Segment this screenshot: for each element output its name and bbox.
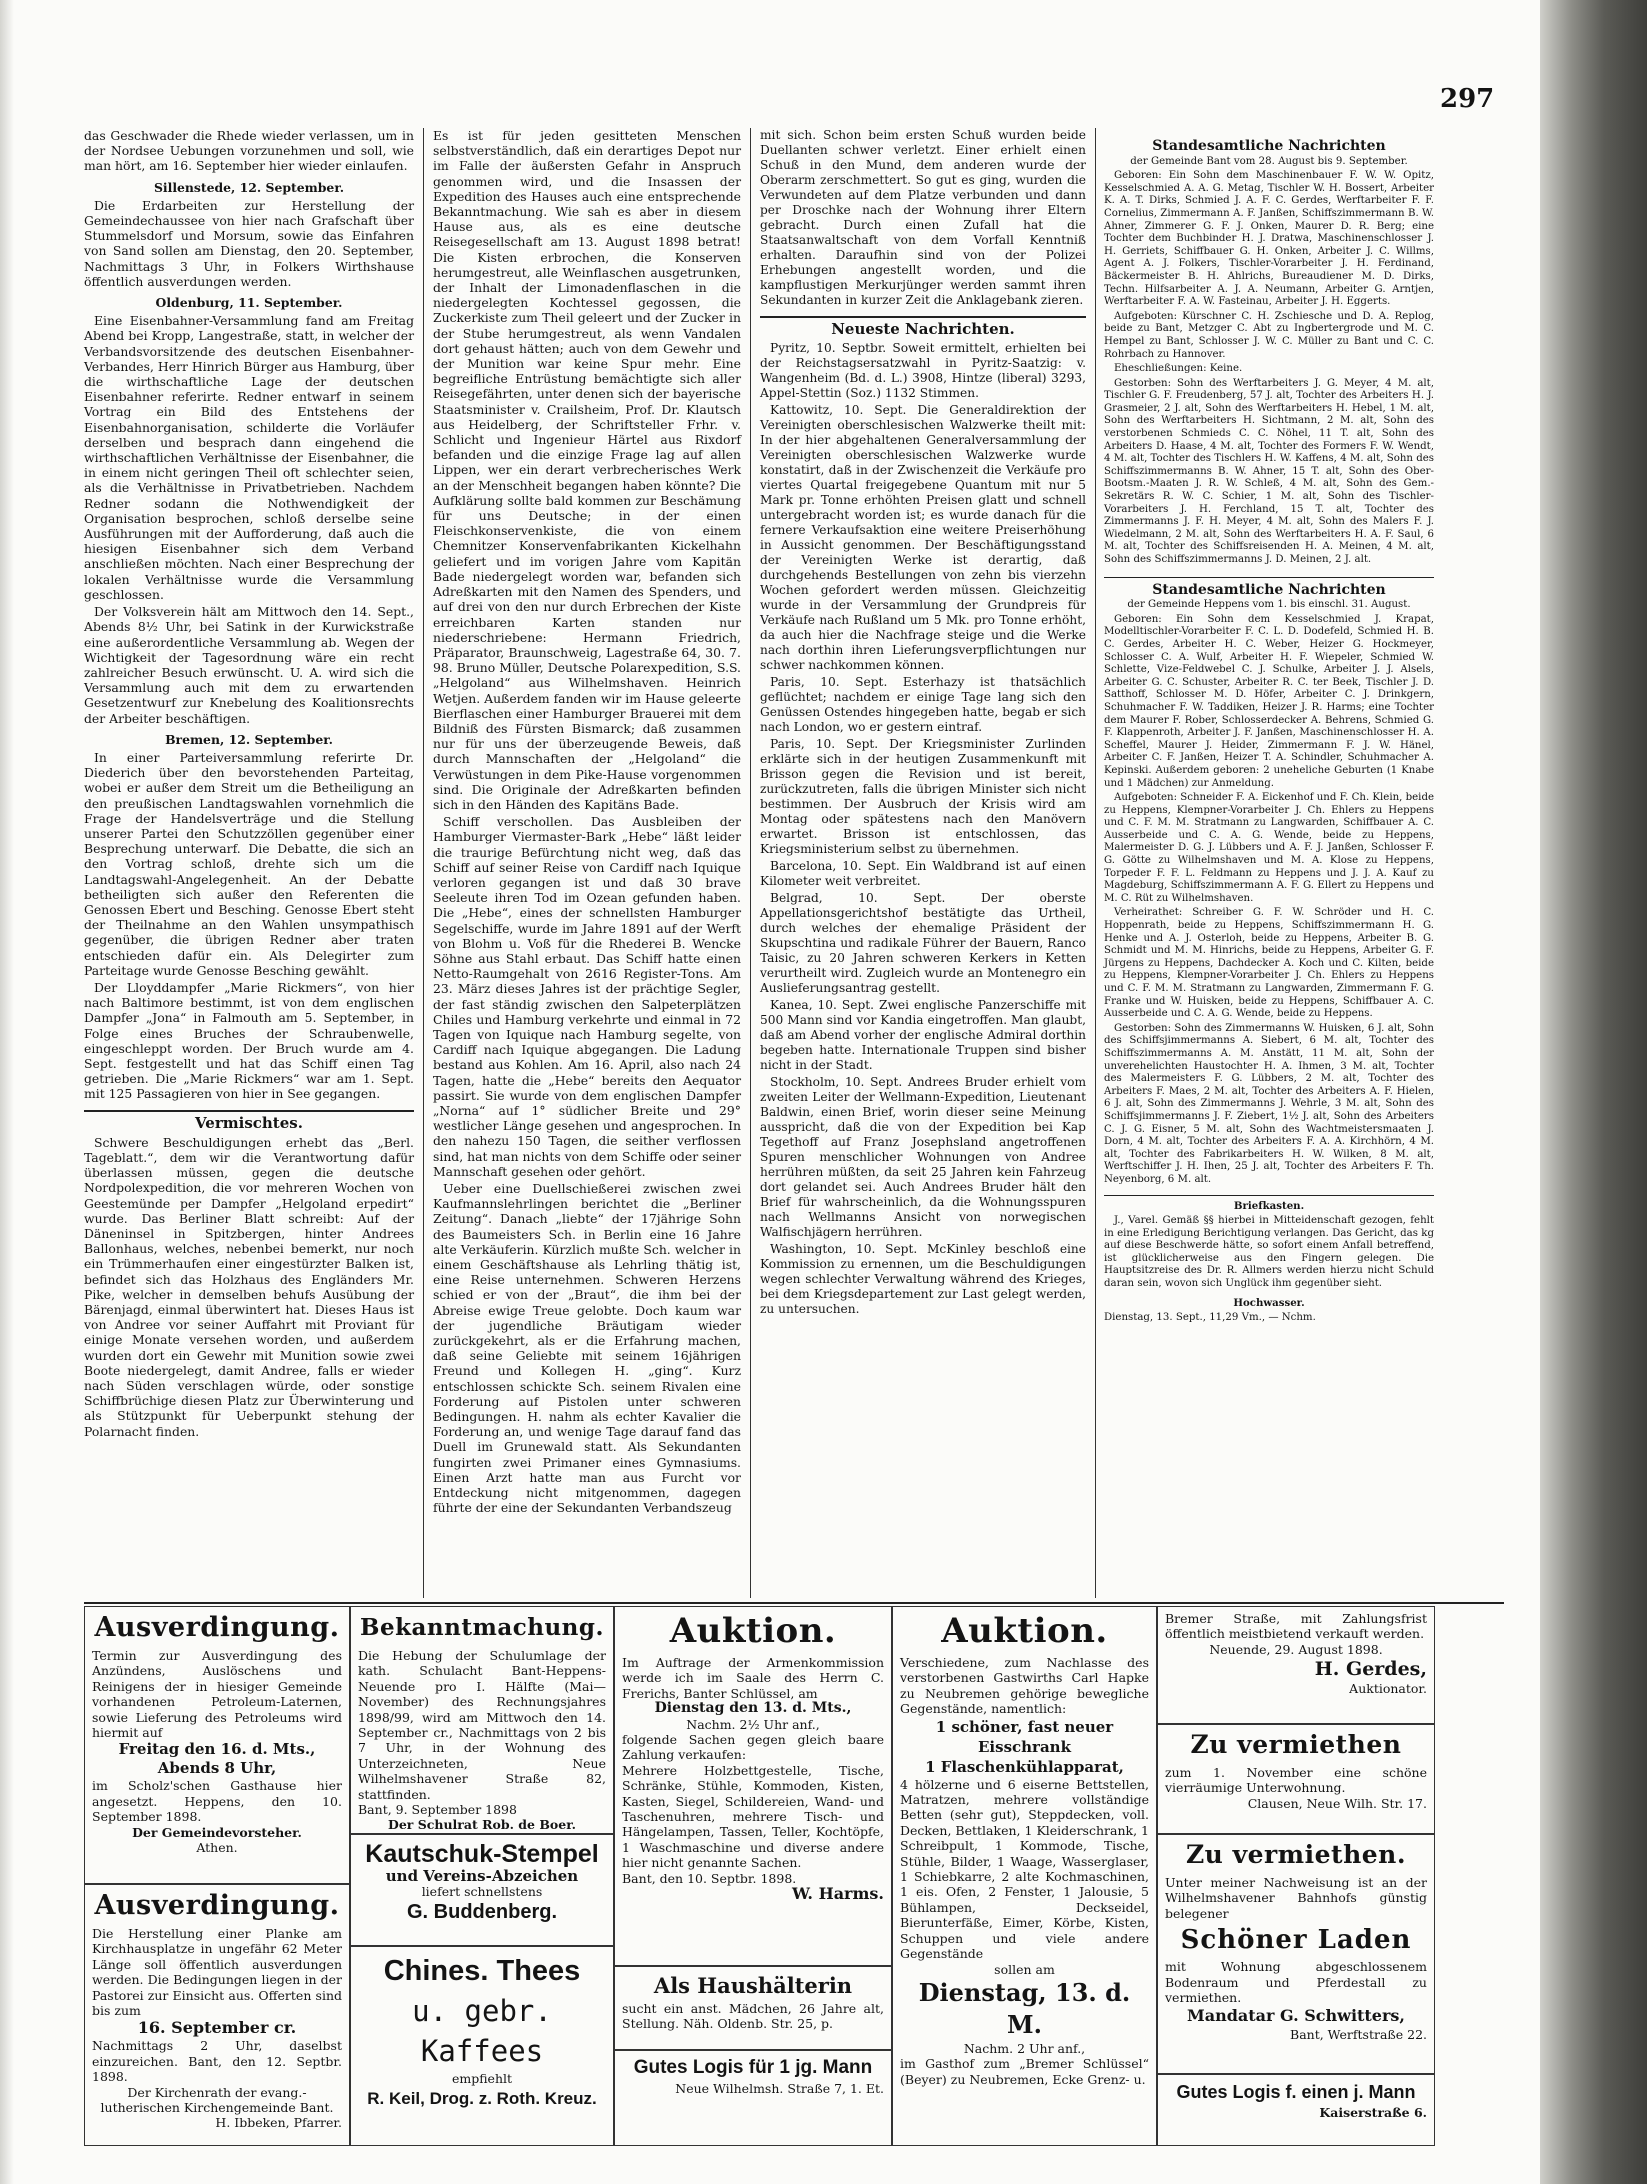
letterbox-text: J., Varel. Gemäß §§ hierbei in Mitteidenschaft gezogen, fehlt in eine Erledigung Berichtigung verlangen. Das Gericht, das kg auf diese Beschwerde hätte, so sofort einem Anfall betreffend, ist glücklicherweise aus den Fingern gelegen. Die Hauptsitzreise des Dr. R. Allmers werden hierzu nicht Schuld daran sein, wovon sich Unglück ihm gegenüber sieht.	[1104, 1215, 1434, 1290]
advert-time: Nachm. 2 Uhr anf.,	[963, 2040, 1086, 2056]
advert-subtitle: und Vereins-Abzeichen	[385, 1867, 579, 1885]
births: Geboren: Ein Sohn dem Kesselschmied J. Krapat, Modelltischler-Vorarbeiter F. C. L. D. Dodefeld, Schmied H. B. C. Gerdes, Arbeiter H. C. Weber, Heizer G. Hockmeyer, Schlosser C. A. Wulf, Arbeiter H. F. Wiepeler, Schmied W. Schlette, Vize-Feldwebel C. J. Schulke, Arbeiter J. J. Alsels, Arbeiter G. C. Schuster, Arbeiter R. C. ter Beek, Tischler J. D. Satthoff, Schlosser M. D. Höfer, Arbeiter C. J. Drinkgern, Schuhmacher F. W. Taddiken, Heizer J. R. Harms; eine Tochter dem Maurer F. Rober, Schlosserdecker A. Behrens, Schmied G. F. Klappenroth, Arbeiter J. F. Janßen, Maschinenschlosser H. A. Scheffel, Maurer J. Heider, Zimmermann F. J. W. Hänel, Arbeiter C. F. Janßen, Heizer T. A. Schindler, Schuhmacher A. Kepinski. Außerdem geboren: 2 uneheliche Geburten (1 Knabe und 1 Mädchen) zur Anmeldung.	[1104, 613, 1434, 789]
advert-signature: Der Gemeindevorsteher.	[132, 1824, 302, 1840]
advert-date: Bant, 9. September 1898	[358, 1802, 517, 1818]
advert-signature: Der Kirchenrath der evang.-lutherischen Kirchengemeinde Bant.	[100, 2084, 334, 2116]
advert-name: W. Harms.	[791, 1884, 884, 1904]
advert-name: R. Keil, Drog. z. Roth. Kreuz.	[367, 2089, 597, 2109]
advert-date: 16. September cr.	[137, 2018, 297, 2038]
advert-text: Kaiserstraße 6.	[1319, 2105, 1427, 2120]
advert-auktion-1	[614, 1606, 892, 1966]
advert-highlight: Schöner Laden	[1180, 1925, 1412, 1956]
article-text: Washington, 10. Sept. McKinley beschloß eine Kommission zu ernennen, um die Beschuldigungen wegen schlechter Verwaltung während des Krieges, bei dem Kriegsdepartement zur Last gelegt werden, zu untersuchen.	[760, 1242, 1086, 1316]
section-heading: Vermischtes.	[84, 1110, 414, 1131]
advert-date: Freitag den 16. d. Mts., Abends 8 Uhr,	[118, 1740, 316, 1778]
advert-text: folgende Sachen gegen gleich baare Zahlung verkaufen:	[622, 1732, 884, 1763]
article-text: Stockholm, 10. Sept. Andrees Bruder erhielt vom zweiten Leiter der Wellmann-Expedition, Lieutenant Baldwin, einen Brief, worin dieser seine Meinung ausspricht, daß die von der Expedition bei Kap Tegethoff auf Franz Josephsland angetroffenen Spuren menschlicher Wohnungen von Andree herrühren müßten, da seit 25 Jahren kein Fahrzeug dort gelandet sei. Auch Andrees Bruder hält den Brief für wahrscheinlich, da die Wohnungsspuren nach Wellmanns Ansicht von norwegischen Walfischjägern herrühren.	[760, 1075, 1086, 1239]
advert-text: Die Herstellung einer Planke am Kirchhausplatze in ungefähr 62 Meter Länge soll öffentlich ausverdungen werden. Die Bedingungen liegen in der Pastorei zur Einsicht aus. Offerten sind bis zum	[92, 1926, 342, 2019]
advert-ausverdingung-1	[84, 1606, 350, 1884]
article-text: Ueber eine Duellschießerei zwischen zwei Kaufmannslehrlingen berichtet die „Berliner Zeitung“. Danach „liebte“ der 17jährige Sohn des Baumeisters Sch. in Berlin eine 16 Jahre alte Verkäuferin. Kürzlich mußte Sch. welcher in einem Geschäftshause als Lehrling thätig ist, eine Reise unternehmen. Schweren Herzens schied er von der „Braut“, die ihm bei der Abreise ewige Treue gelobte. Doch kaum war der jugendliche Bräutigam wieder zurückgekehrt, als er die Erfahrung machen, daß seine Geliebte mit seinem 16jährigen Freund und Kollegen H. „ging“. Kurz entschlossen schickte Sch. seinem Rivalen eine Forderung auf Pistolen unter schweren Bedingungen. H. nahm als echter Kavalier die Forderung an, und wenige Tage darauf fand das Duell im Grunewald statt. Als Sekundanten fungirten zwei Primaner eines Gymnasiums. Einen Arzt hatte man aus Furcht vor Entdeckung nicht mitgenommen, dagegen führte der eine der Sekundanten Verbandszeug	[433, 1181, 741, 1516]
article-text: Kattowitz, 10. Sept. Die Generaldirektion der Vereinigten oberschlesischen Walzwerke theilt mit: In der hier abgehaltenen Generalversammlung der Vereinigten oberschlesischen Walzwerke wurde konstatirt, daß in der Zwischenzeit die Verkäufe pro viertes Quartal freigegebene Quantum mit nur 5 Mark pr. Tonne erhöhten Preisen glatt und schnell untergebracht worden ist; es wurde danach für die fernere Verkaufsaktion eine weitere Preiserhöhung in Aussicht genommen. Der Beschäftigungsstand der Vereinigten Werke ist derartig, daß durchgehends Bestellungen von zehn bis vierzehn Wochen gefordert werden müssen. Gleichzeitig wurde in der Versammlung der Grundpreis für Verkäufe nach Rußland um 5 Mk. pro Tonne erhöht, da auch hier die Nachfrage steige und die Werke nach dorthin ihren Lieferungsverpflichtungen nur schwer nachkommen können.	[760, 403, 1086, 672]
advert-text: Bremer Straße, mit Zahlungsfrist öffentlich meistbietend verkauft werden.	[1165, 1611, 1427, 1642]
column-3	[760, 128, 1086, 1319]
article-text: Paris, 10. Sept. Esterhazy ist thatsächlich geflüchtet; nachdem er einige Tage lang sich den Genüssen Ostendes hingegeben hatte, begab er sich nach London, wo er gestern eintraf.	[760, 675, 1086, 734]
advert-text: sucht ein anst. Mädchen, 26 Jahre alt, Stellung. Näh. Oldenb. Str. 25, p.	[622, 2001, 884, 2032]
advert-place: Bant, Werftstraße 22.	[1290, 2027, 1427, 2043]
banns: Aufgeboten: Schneider F. A. Eickenhof und F. Ch. Klein, beide zu Heppens, Klempner-Vorarbeiter J. Ch. Ehlers zu Heppens und C. F. M. M. Stratmann zu Langwarden, Schiffbauer A. C. Ausserbeide und C. A. G. Wende, beide zu Heppens, Malermeister D. G. J. Lübbers und A. F. J. Janßen, Schlosser F. G. Götte zu Wilhelmshaven und M. A. Klose zu Heppens, Torpeder F. F. L. Feldmann zu Heppens und J. J. A. Kauf zu Magdeburg, Schiffszimmermann A. F. G. Ellert zu Heppens und M. C. Rüt zu Wilhelmshaven.	[1104, 792, 1434, 904]
advert-name: Athen.	[196, 1840, 238, 1856]
column-rule	[423, 128, 424, 1598]
advert-logis-2	[1157, 2074, 1435, 2146]
advert-items: Mehrere Holzbettgestelle, Tische, Schränke, Stühle, Kommoden, Kisten, Kasten, Siegel, Schildereien, Wand- und Taschenuhren, mehrere Tisch- und Hängelampen, Tassen, Teller, Kochtöpfe, 1 Waschmaschine und diverse andere hier nicht genannte Sachen.	[622, 1762, 884, 1871]
article-text: Eine Eisenbahner-Versammlung fand am Freitag Abend bei Kropp, Langestraße, statt, in welcher der Verbandsvorsitzende des deutschen Eisenbahner-Verbandes, Herr Hinrich Bürger aus Hamburg, über die wirthschaftliche Lage der deutschen Eisenbahner referirte. Redner entwarf in seinem Vortrag ein Bild des Entstehens der Eisenbahnorganisation, schilderte die Vorläufer derselben und besprach dann eingehend die wirthschaftlichen Verhältnisse der Eisenbahner, die in einem nicht geringen Theil oft schlechter seien, als die Verhältnisse in Privatbetrieben. Nachdem Redner sodann die Nothwendigkeit der Organisation besprochen, schloß derselbe seine Ausführungen mit der Aufforderung, daß auch die hiesigen Eisenbahner sich dem Verband anschließen möchten. Nach einer Besprechung der lokalen Verhältnisse wurde die Versammlung geschlossen.	[84, 313, 414, 602]
advert-name: G. Buddenberg.	[407, 1900, 557, 1923]
advert-date: Dienstag den 13. d. Mts.,	[654, 1700, 852, 1717]
advert-haushaelterin	[614, 1966, 892, 2050]
advert-zu-vermiethen-2	[1157, 1834, 1435, 2074]
section-heading: Neueste Nachrichten.	[760, 316, 1086, 337]
advert-items: 4 hölzerne und 6 eiserne Bettstellen, Matratzen, mehrere vollständige Betten (sehr gut), Steppdecken, voll. Decken, Bettlaken, 1 Kleiderschrank, 1 Schreibpult, 1 Kommode, Tische, Stühle, Bilder, 1 Waage, Wasserglaser, 1 Schiebkarre, 2 alte Kochmaschinen, 1 eis. Ofen, 2 Fenster, 1 Jalousie, 5 Bühlampen, Deckseidel, Bierunterfäße, Eimer, Körbe, Kisten, Schuppen und viele andere Gegenstände	[900, 1776, 1149, 1962]
article-text: Die Erdarbeiten zur Herstellung der Gemeindechaussee von hier nach Grafschaft über Stummelsdorf und Morsum, sowie das Einfahren von Sand sollen am Dienstag, den 20. September, Nachmittags 3 Uhr, in Folkers Wirthshause öffentlich ausverdungen werden.	[84, 197, 414, 289]
dateline: Oldenburg, 11. September.	[155, 295, 343, 311]
article-text: Kanea, 10. Sept. Zwei englische Panzerschiffe mit 500 Mann sind vor Kandia eingetroffen. Man glaubt, daß am Abend vorher der englische Admiral dorthin begeben hatte. Internationale Truppen sind bisher nicht in der Stadt.	[760, 998, 1086, 1072]
advert-place: im Gasthof zum „Bremer Schlüssel“ (Beyer) zu Neubremen, Ecke Grenz- u.	[900, 2056, 1149, 2087]
tide-text: Dienstag, 13. Sept., 11,29 Vm., — Nchm.	[1104, 1312, 1316, 1324]
advert-title: Gutes Logis für 1 jg. Mann	[633, 2057, 873, 2078]
registry-subtitle: der Gemeinde Heppens vom 1. bis einschl. 31. August.	[1127, 599, 1411, 611]
deaths: Gestorben: Sohn des Zimmermanns W. Huisken, 6 J. alt, Sohn des Schiffsjimmermanns A. Siebert, 6 M. alt, Tochter des Schiffszimmermanns A. M. Anstätt, 11 M. alt, Sohn der unverehelichten Haustochter H. A. Ihmen, 3 M. alt, Tochter des Malermeisters F. G. Lübbers, 2 M. alt, Tochter des Arbeiters F. Maes, 2 M. alt, Tochter des Arbeiters A. F. Hielen, 6 J. alt, Sohn des Zimmermanns J. Wehrle, 3 M. alt, Sohn des Schiffsjimmermanns J. F. Ziebert, 1½ J. alt, Sohn des Arbeiters C. J. G. Eisner, 5 M. alt, Sohn des Wachtmeistersmaaten J. Dorn, 4 M. alt, Tochter des Arbeiters F. A. A. Kirchhörn, 4 M. alt, Tochter des Fabrikarbeiters H. W. Wilken, 8 M. alt, Werftschiffer J. H. Ihen, 25 J. alt, Tochter des Arbeiters F. Th. Neyenborg, 6 M. alt.	[1104, 1022, 1434, 1185]
banns: Aufgeboten: Kürschner C. H. Zschiesche und D. A. Replog, beide zu Bant, Metzger C. Abt zu Ingbertergrode und M. C. Hempel zu Bant, Schlosser J. W. C. Müller zu Bant und C. C. Rohrbach zu Hannover.	[1104, 310, 1434, 360]
advert-chines-thees	[350, 1946, 614, 2146]
column-1	[84, 128, 414, 1441]
advert-name: Clausen, Neue Wilh. Str. 17.	[1247, 1795, 1427, 1811]
advert-title: Kautschuk-Stempel	[365, 1840, 599, 1868]
book-binding	[1540, 0, 1647, 2184]
advert-title: Zu vermiethen.	[1185, 1840, 1407, 1869]
advert-title: Chines. Thees	[383, 1955, 581, 1987]
advert-text: Verschiedene, zum Nachlasse des verstorbenen Gastwirths Carl Hapke zu Neubremen gehörige bewegliche Gegenstände, namentlich:	[900, 1655, 1149, 1717]
advert-logis-1	[614, 2050, 892, 2146]
letterbox-heading: Briefkasten.	[1104, 1195, 1434, 1213]
advert-item-highlight: 1 schöner, fast neuer Eisschrank	[935, 1717, 1114, 1756]
advert-time: Nachm. 2½ Uhr anf.,	[686, 1716, 820, 1732]
advert-title: Bekanntmachung.	[360, 1614, 604, 1641]
advert-text: mit Wohnung abgeschlossenem Bodenraum und Pferdestall zu vermiethen.	[1165, 1959, 1427, 2006]
article-text: Der Lloyddampfer „Marie Rickmers“, von hier nach Baltimore bestimmt, ist von dem englischen Dampfer „Jona“ in Falmouth am 5. September, in Folge eines Bruches der Schraubenwelle, eingeschleppt worden. Der Bruch wurde am 4. Sept. festgestellt und hat das Schiff einen Tag getrieben. Die „Marie Rickmers“ war am 1. Sept. mit 125 Passagieren von hier in See gegangen.	[84, 979, 414, 1102]
article-text: das Geschwader die Rhede wieder verlassen, um in der Nordsee Uebungen vorzunehmen und soll, wie man hört, am 16. September hier wieder einlaufen.	[84, 128, 414, 174]
article-text: Schiff verschollen. Das Ausbleiben der Hamburger Viermaster-Bark „Hebe“ läßt leider die traurige Befürchtung nicht weg, daß das Schiff auf seiner Reise von Cardiff nach Iquique verloren gegangen ist und daß 30 brave Seeleute ihren Tod im Ozean gefunden haben. Die „Hebe“, eines der schnellsten Hamburger Segelschiffe, wurde im Jahre 1891 auf der Werft von Blohm u. Voß für die Rhederei B. Wencke Söhne aus Stahl erbaut. Das Schiff hatte einen Netto-Raumgehalt von 2616 Register-Tons. Am 23. März dieses Jahres ist der prächtige Segler, der fast ständig zwischen den Salpeterplätzen Chiles und Hamburg verkehrte und einmal in 72 Tagen von Iquique nach Hamburg segelte, von Cardiff nach Iquique abgegangen. Die Ladung bestand aus Kohlen. Am 16. April, also nach 24 Tagen, hatte die „Hebe“ bereits den Aequator passirt. Sie wurde von dem englischen Dampfer „Norna“ auf 1° südlicher Breite und 29° westlicher Länge gesehen und angesprochen. In den nahezu 150 Tagen, die seither verflossen sind, hat man nichts von dem Schiffe oder seiner Mannschaft gesehen oder gehört.	[433, 814, 741, 1179]
article-text: mit sich. Schon beim ersten Schuß wurden beide Duellanten schwer verletzt. Einer erhielt einen Schuß in den Mund, dem anderen wurde der Oberarm zerschmettert. So gut es ging, wurden die Verwundeten auf dem Platze verbunden und dann per Droschke nach der Wohnung ihrer Eltern gebracht. Durch einen Zufall hat die Staatsanwaltschaft von dem Vorfall Kenntniß erhalten. Daraufhin sind von der Polizei Erhebungen angestellt worden, und die kampflustigen Merkurjünger werden sammt ihren Sekundanten in kurzer Zeit die Anklagebank zieren.	[760, 128, 1086, 307]
advert-text: im Scholz'schen Gasthause hier angesetzt. Heppens, den 10. September 1898.	[92, 1778, 342, 1825]
registry-subtitle: der Gemeinde Bant vom 28. August bis 9. September.	[1130, 155, 1408, 167]
advert-title: Zu vermiethen	[1190, 1730, 1402, 1759]
advert-signature: Der Schulrat Rob. de Boer.	[388, 1817, 576, 1833]
column-rule	[1095, 128, 1096, 1598]
advert-title: Auktion.	[669, 1611, 837, 1651]
advert-title: Ausverdingung.	[94, 1890, 340, 1921]
advert-text: liefert schnellstens	[421, 1884, 543, 1900]
article-text: Paris, 10. Sept. Der Kriegsminister Zurlinden erklärte sich in der heutigen Zusammenkunft mit Brisson gegen die Revision und ist bereit, zurückzutreten, falls die übrigen Minister sich nicht bestimmen. Der Ausbruch der Krisis wird am Montag oder spätestens nach den Manövern erwartet. Brisson ist entschlossen, das Kriegsministerium selbst zu übernehmen.	[760, 737, 1086, 856]
article-text: Schwere Beschuldigungen erhebt das „Berl. Tageblatt.“, dem wir die Verantwortung dafür überlassen müssen, gegen die deutsche Nordpolexpedition, die vor mehreren Wochen von Geestemünde per Dampfer „Helgoland erpedirt“ wurde. Das Berliner Blatt schreibt: Auf der Däneninsel in Spitzbergen, hinter Andrees Ballonhaus, welches, nebenbei bemerkt, nur noch ein Trümmerhaufen einer eingestürzter Balken ist, befindet sich das Holzhaus des Engländers Mr. Pike, welcher in demselben behufs Ausübung der Bärenjagd, einmal überwintert hat. Dieses Haus ist von Andree vor seiner Auffahrt mit Proviant für einige Monate versehen worden, und außerdem wurden dort ein Gewehr mit Munition sowie zwei Boote niedergelegt, damit Andree, falls er wieder nach Süden verschlagen würde, oder sonstige Schiffbrüchige diesen Platz zur Überwinterung und als Stützpunkt für Ueberpunkt stehung der Polarnacht finden.	[84, 1134, 414, 1439]
page-edge	[0, 0, 14, 2184]
dateline: Bremen, 12. September.	[165, 731, 333, 747]
advert-text: zum 1. November eine schöne vierräumige Unterwohnung.	[1165, 1765, 1427, 1796]
advert-text: Nachmittags 2 Uhr, daselbst einzureichen. Bant, den 12. Septbr. 1898.	[92, 2038, 342, 2085]
advert-title: Ausverdingung.	[94, 1612, 340, 1643]
advert-text: Termin zur Ausverdingung des Anzündens, Auslöschens und Reinigens der in hiesiger Gemeinde vorhandenen Petroleum-Laternen, sowie Lieferung des Petroleums wird hiermit auf	[92, 1648, 342, 1741]
advert-text: Die Hebung der Schulumlage der kath. Schulacht Bant-Heppens-Neuende pro I. Hälfte (Mai—November) des Rechnungsjahres 1898/99, wird am Mittwoch den 14. September cr., Nachmittags von 2 bis 7 Uhr, in der Wohnung des Unterzeichneten, Neue Wilhelmshavener Straße 82, stattfinden.	[358, 1648, 606, 1802]
advert-gerdes	[1157, 1606, 1435, 1724]
advert-bekanntmachung	[350, 1606, 614, 1834]
advert-text: empfiehlt	[451, 2071, 513, 2086]
deaths: Gestorben: Sohn des Werftarbeiters J. G. Meyer, 4 M. alt, Tischler G. F. Freudenberg, 57 J. alt, Tochter des Arbeiters H. J. Grasmeier, 2 J. alt, Sohn des Werftarbeiters H. Hebel, 1 M. alt, Sohn des Werftarbeiters H. Sichtmann, 2 M. alt, Sohn des verstorbenen Schmieds C. C. Nöhel, 11 T. alt, Sohn des Arbeiters D. Haase, 4 M. alt, Tochter des Formers F. W. Wendt, 4 M. alt, Tochter des Tischlers H. W. Kaffens, 4 M. alt, Sohn des Schiffszimmermanns B. W. Ahner, 15 T. alt, Sohn des Ober-Bootsm.-Maaten J. R. W. Schleß, 4 M. alt, Sohn des Gem.-Sekretärs R. W. C. Schier, 1 M. alt, Sohn des Tischler-Vorarbeiters J. H. Ferchland, 15 T. alt, Tochter des Zimmermanns J. F. H. Meyer, 4 M. alt, Sohn des Malers F. J. Wiedelmann, 2 M. alt, Sohn des Werftarbeiters H. A. F. Saul, 6 M. alt, Tochter des Schiffsreisenden H. A. Meinen, 4 M. alt, Sohn des Schiffszimmermanns J. D. Meinen, 2 J. alt.	[1104, 377, 1434, 565]
advert-kautschuk-stempel	[350, 1834, 614, 1946]
advert-rule	[84, 1602, 1504, 1604]
advert-role: Auktionator.	[1349, 1681, 1427, 1697]
marriages: Verheirathet: Schreiber G. F. W. Schröder und H. C. Hoppenrath, beide zu Heppens, Schiffszimmermann H. G. Henke und A. J. Osterloh, beide zu Heppens, Arbeiter B. G. Schmidt und M. M. Hinrichs, beide zu Heppens, Arbeiter G. F. Jürgens zu Heppens, Dachdecker A. Koch und C. Kilten, beide zu Heppens, Klempner-Vorarbeiter J. Ch. Ehlers zu Heppens und C. F. M. M. Stratmann zu Langwarden, Zimmermann F. G. Franke und W. Huisken, beide zu Heppens, Schiffbauer A. C. Ausserbeide und C. A. G. Wende, beide zu Heppens.	[1104, 907, 1434, 1020]
advert-name: H. Ibbeken, Pfarrer.	[215, 2115, 342, 2131]
registry-title: Standesamtliche Nachrichten	[1152, 138, 1386, 154]
article-text: In einer Parteiversammlung referirte Dr. Diederich über den bevorstehenden Parteitag, wobei er außer dem Streit um die Betheiligung an den preußischen Landtagswahlen vornehmlich die Frage der Handelsverträge und die Stellung unserer Partei den Schutzzöllen gegenüber einer Besprechung unterwarf. Die Debatte, die sich an den Vortrag schloß, drehte sich um die Landtagswahl-Angelegenheit. An der Debatte betheiligten sich außer den Referenten die Genossen Ebert und Besching. Genosse Ebert steht der Theilnahme an den Wahlen unsympathisch gegenüber, die übrigen Redner aber traten entschieden dafür ein. Als Delegirter zum Parteitage wurde Genosse Besching gewählt.	[84, 749, 414, 978]
advert-text: sollen am	[994, 1961, 1055, 1977]
advert-title: Gutes Logis f. einen j. Mann	[1176, 2082, 1416, 2102]
advert-title: Auktion.	[941, 1611, 1108, 1651]
advert-subtitle: u. gebr. Kaffees	[412, 1994, 552, 2068]
registry-title: Standesamtliche Nachrichten	[1104, 577, 1434, 597]
advert-ausverdingung-2	[84, 1884, 350, 2146]
advert-item-highlight: 1 Flaschenkühlapparat,	[925, 1757, 1124, 1776]
advert-name: Mandatar G. Schwitters,	[1186, 2006, 1405, 2026]
births: Geboren: Ein Sohn dem Maschinenbauer F. W. W. Opitz, Kesselschmied A. A. G. Metag, Tischler W. H. Bossert, Arbeiter K. A. T. Dirks, Schmied J. A. F. C. Gerdes, Werftarbeiter F. F. Cornelius, Zimmermann A. F. Janßen, Schiffszimmermann B. W. Ahner, Zimmerer G. F. J. Onken, Maurer D. R. Berg; eine Tochter dem Buchbinder H. J. Dratwa, Maschinenschlosser J. H. Gerriets, Schiffbauer G. H. Onken, Arbeiter J. C. Willms, Agent A. J. Folkers, Tischler-Vorarbeiter J. H. Ferdinand, Bäckermeister B. H. Ahlrichs, Bureaudiener M. D. Dirks, Techn. Hilfsarbeiter A. J. A. Neumann, Arbeiter G. Arntjen, Werftarbeiter F. A. W. Fasteinau, Arbeiter J. H. Eggerts.	[1104, 170, 1434, 308]
dateline: Sillenstede, 12. September.	[153, 179, 345, 195]
article-text: Pyritz, 10. Septbr. Soweit ermittelt, erhielten bei der Reichstagsersatzwahl in Pyritz-Saatzig: v. Wangenheim (Bd. d. L.) 3908, Hintze (liberal) 3293, Appel-Stettin (Soz.) 1132 Stimmen.	[760, 341, 1086, 400]
marriages: Eheschließungen: Keine.	[1114, 363, 1243, 375]
advert-text: Im Auftrage der Armenkommission werde ich im Saale des Herrn C. Frerichs, Banter Schlüssel, am	[622, 1655, 884, 1701]
advert-place: Bant, den 10. Septbr. 1898.	[622, 1870, 797, 1886]
column-rule	[750, 128, 751, 1598]
column-2	[433, 128, 741, 1517]
page-number: 297	[1440, 84, 1495, 114]
article-text: Es ist für jeden gesitteten Menschen selbstverständlich, daß ein derartiges Depot nur im Falle der äußersten Gefahr in Anspruch genommen wird, und die Insassen der Expedition des Hauses auch eine entsprechende Bekanntmachung. Wie sah es aber in diesem Hause aus, als es eine deutsche Reisegesellschaft am 13. August 1898 betrat! Die Kisten erbrochen, die Konserven herumgestreut, alle Weinflaschen ausgetrunken, der Inhalt der Limonadenflaschen in die niedergelegten Kochtessel gegossen, die Zuckerkiste zum Theil geleert und der Zucker in der Stube herumgestreut, als wenn Vandalen dort gehaust hätten; auch von dem Gewehr und der Munition war keine Spur mehr. Eine begreifliche Entrüstung bemächtigte sich aller Reisegefährten, unter denen sich der bayerische Staatsminister v. Crailsheim, Prof. Dr. Klautsch aus Heidelberg, der Schriftsteller Frhr. v. Schlicht und Ingenieur Härtel aus Rixdorf befanden und die einzige Frage lag auf allen Lippen, wer ein derart verbrecherisches Werk an der Menschheit begangen haben könnte? Die Aufklärung sollte bald kommen zur Beschämung für uns Deutsche; in der einen Fleischkonservenkiste, die von einem Chemnitzer Konservenfabrikanten Kickelhahn geliefert und im vorigen Jahre vom Kapitän Bade niedergelegt worden war, befanden sich Adreßkarten mit den Namen des Spenders, und auf drei von den nur durch Erbrechen der Kiste erreichbaren Karten standen nur niederschriebene: Hermann Friedrich, Präparator, Braunschweig, Lagestraße 64, 30. 7. 98. Bruno Müller, Deutsche Polarexpedition, S.S. „Helgoland“ aus Wilhelmshaven. Heinrich Wetjen. Außerdem fanden wir im Hause geleerte Bierflaschen einer Hamburger Brauerei mit dem Bildniß des Fürsten Bismarck; daß zusammen nur für uns der überzeugende Beweis, daß durch Mannschaften der „Helgoland“ die Verwüstungen in dem Pike-Hause vorgenommen sind. Die Originale der Adreßkarten befinden sich in den Händen des Kapitäns Bade.	[433, 128, 741, 812]
advert-place: Neuende, 29. August 1898.	[1209, 1641, 1383, 1657]
article-text: Barcelona, 10. Sept. Ein Waldbrand ist auf einen Kilometer weit verbreitet.	[760, 859, 1086, 888]
advert-title: Als Haushälterin	[653, 1973, 853, 1998]
article-text: Belgrad, 10. Sept. Der oberste Appellationsgerichtshof bestätigte das Urtheil, durch welches der ehemalige Präsident der Skupschtina und radikale Führer der Bauern, Ranco Taisic, zu 20 Jahren schweren Kerkers in Ketten verurtheilt wird. Zugleich wurde an Montenegro ein Auslieferungsantrag gestellt.	[760, 891, 1086, 995]
advert-zu-vermiethen-1	[1157, 1724, 1435, 1834]
advert-text: Unter meiner Nachweisung ist an der Wilhelmshavener Bahnhofs günstig belegener	[1165, 1875, 1427, 1921]
column-4	[1104, 140, 1434, 1327]
advert-name: H. Gerdes,	[1314, 1658, 1427, 1681]
advert-date: Dienstag, 13. d. M.	[918, 1977, 1131, 2039]
tide-heading: Hochwasser.	[1233, 1296, 1305, 1309]
article-text: Der Volksverein hält am Mittwoch den 14. Sept., Abends 8½ Uhr, bei Satink in der Kurwickstraße eine außerordentliche Versammlung ab. Wegen der Wichtigkeit der Tagesordnung wäre ein recht zahlreicher Besuch erwünscht. U. A. wird sich die Versammlung auch mit dem zu erwartenden Gesetzentwurf zur Knebelung des Koalitionsrechts der Arbeiter beschäftigen.	[84, 604, 414, 726]
advert-auktion-2	[892, 1606, 1157, 2146]
advert-text: Neue Wilhelmsh. Straße 7, 1. Et.	[675, 2081, 884, 2096]
